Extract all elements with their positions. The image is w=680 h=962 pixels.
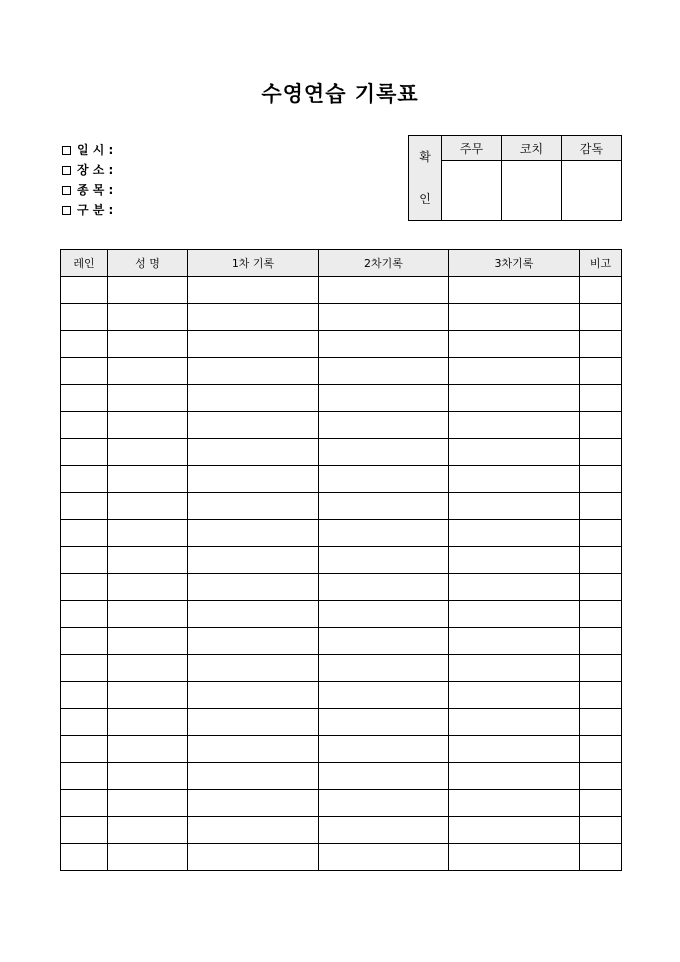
approval-header-director: 감독 xyxy=(562,136,622,161)
record-2-cell[interactable] xyxy=(319,763,449,790)
table-row xyxy=(61,547,622,574)
remarks-cell[interactable] xyxy=(580,358,622,385)
header-name: 성 명 xyxy=(108,250,188,277)
record-2-cell[interactable] xyxy=(319,682,449,709)
lane-cell[interactable] xyxy=(61,574,108,601)
record-2-cell[interactable] xyxy=(319,466,449,493)
table-row xyxy=(61,601,622,628)
record-3-cell[interactable] xyxy=(449,817,580,844)
record-2-cell[interactable] xyxy=(319,385,449,412)
remarks-cell[interactable] xyxy=(580,790,622,817)
record-2-cell[interactable] xyxy=(319,817,449,844)
records-table xyxy=(60,249,622,871)
record-1-cell[interactable] xyxy=(188,493,319,520)
checkbox-icon xyxy=(62,186,71,195)
record-2-cell[interactable] xyxy=(319,736,449,763)
remarks-cell[interactable] xyxy=(580,736,622,763)
record-2-cell[interactable] xyxy=(319,520,449,547)
lane-cell[interactable] xyxy=(61,601,108,628)
approval-header-manager: 주무 xyxy=(442,136,502,161)
name-cell[interactable] xyxy=(108,574,188,601)
name-cell[interactable] xyxy=(108,736,188,763)
record-2-cell[interactable] xyxy=(319,493,449,520)
info-label-date: 일 시 : xyxy=(77,143,114,157)
table-row xyxy=(61,655,622,682)
lane-cell[interactable] xyxy=(61,763,108,790)
record-1-cell[interactable] xyxy=(188,574,319,601)
record-2-cell[interactable] xyxy=(319,574,449,601)
table-row xyxy=(61,790,622,817)
name-cell[interactable] xyxy=(108,385,188,412)
record-1-cell[interactable] xyxy=(188,277,319,304)
table-row xyxy=(61,466,622,493)
table-row xyxy=(61,817,622,844)
approval-table xyxy=(408,135,622,221)
record-2-cell[interactable] xyxy=(319,358,449,385)
name-cell[interactable] xyxy=(108,709,188,736)
table-row xyxy=(61,331,622,358)
info-label-place: 장 소 : xyxy=(77,163,114,177)
record-1-cell[interactable] xyxy=(188,736,319,763)
remarks-cell[interactable] xyxy=(580,412,622,439)
lane-cell[interactable] xyxy=(61,358,108,385)
record-3-cell[interactable] xyxy=(449,547,580,574)
lane-cell[interactable] xyxy=(61,493,108,520)
record-2-cell[interactable] xyxy=(319,844,449,871)
approval-sign-manager[interactable] xyxy=(442,161,502,221)
info-row-event xyxy=(62,180,113,200)
table-row xyxy=(61,520,622,547)
info-row-category xyxy=(62,200,113,220)
lane-cell[interactable] xyxy=(61,277,108,304)
record-2-cell[interactable] xyxy=(319,304,449,331)
approval-side-label xyxy=(409,136,442,221)
record-1-cell[interactable] xyxy=(188,817,319,844)
approval-header-coach: 코치 xyxy=(502,136,562,161)
document-title: 수영연습 기록표 xyxy=(261,81,419,106)
table-row xyxy=(61,682,622,709)
lane-cell[interactable] xyxy=(61,547,108,574)
remarks-cell[interactable] xyxy=(580,385,622,412)
record-2-cell[interactable] xyxy=(319,790,449,817)
remarks-cell[interactable] xyxy=(580,277,622,304)
record-1-cell[interactable] xyxy=(188,547,319,574)
record-3-cell[interactable] xyxy=(449,466,580,493)
table-row xyxy=(61,412,622,439)
record-1-cell[interactable] xyxy=(188,844,319,871)
table-row xyxy=(61,439,622,466)
info-row-date xyxy=(62,140,113,160)
record-1-cell[interactable] xyxy=(188,763,319,790)
table-row xyxy=(61,304,622,331)
header-remarks: 비고 xyxy=(580,250,622,277)
info-fields xyxy=(62,140,113,220)
lane-cell[interactable] xyxy=(61,655,108,682)
record-1-cell[interactable] xyxy=(188,466,319,493)
record-2-cell[interactable] xyxy=(319,277,449,304)
record-1-cell[interactable] xyxy=(188,331,319,358)
remarks-cell[interactable] xyxy=(580,331,622,358)
record-3-cell[interactable] xyxy=(449,790,580,817)
table-row xyxy=(61,709,622,736)
name-cell[interactable] xyxy=(108,466,188,493)
record-3-cell[interactable] xyxy=(449,655,580,682)
info-label-event: 종 목 : xyxy=(77,183,114,197)
record-2-cell[interactable] xyxy=(319,601,449,628)
table-row xyxy=(61,493,622,520)
record-1-cell[interactable] xyxy=(188,628,319,655)
record-1-cell[interactable] xyxy=(188,439,319,466)
name-cell[interactable] xyxy=(108,547,188,574)
record-3-cell[interactable] xyxy=(449,844,580,871)
record-3-cell[interactable] xyxy=(449,277,580,304)
lane-cell[interactable] xyxy=(61,304,108,331)
lane-cell[interactable] xyxy=(61,817,108,844)
lane-cell[interactable] xyxy=(61,709,108,736)
table-row xyxy=(61,385,622,412)
records-header-row xyxy=(61,250,622,277)
record-1-cell[interactable] xyxy=(188,304,319,331)
record-1-cell[interactable] xyxy=(188,601,319,628)
record-3-cell[interactable] xyxy=(449,331,580,358)
remarks-cell[interactable] xyxy=(580,817,622,844)
name-cell[interactable] xyxy=(108,493,188,520)
table-row xyxy=(61,763,622,790)
record-3-cell[interactable] xyxy=(449,520,580,547)
remarks-cell[interactable] xyxy=(580,655,622,682)
remarks-cell[interactable] xyxy=(580,601,622,628)
record-3-cell[interactable] xyxy=(449,682,580,709)
record-3-cell[interactable] xyxy=(449,628,580,655)
name-cell[interactable] xyxy=(108,790,188,817)
lane-cell[interactable] xyxy=(61,790,108,817)
record-1-cell[interactable] xyxy=(188,358,319,385)
lane-cell[interactable] xyxy=(61,682,108,709)
record-3-cell[interactable] xyxy=(449,493,580,520)
record-2-cell[interactable] xyxy=(319,547,449,574)
record-3-cell[interactable] xyxy=(449,709,580,736)
approval-sign-director[interactable] xyxy=(562,161,622,221)
lane-cell[interactable] xyxy=(61,331,108,358)
remarks-cell[interactable] xyxy=(580,547,622,574)
approval-sign-coach[interactable] xyxy=(502,161,562,221)
name-cell[interactable] xyxy=(108,520,188,547)
name-cell[interactable] xyxy=(108,817,188,844)
name-cell[interactable] xyxy=(108,844,188,871)
table-row xyxy=(61,736,622,763)
lane-cell[interactable] xyxy=(61,628,108,655)
checkbox-icon xyxy=(62,206,71,215)
name-cell[interactable] xyxy=(108,358,188,385)
remarks-cell[interactable] xyxy=(580,439,622,466)
record-3-cell[interactable] xyxy=(449,574,580,601)
header-record-2: 2차기록 xyxy=(319,250,449,277)
info-row-place xyxy=(62,160,113,180)
table-row xyxy=(61,358,622,385)
name-cell[interactable] xyxy=(108,439,188,466)
record-2-cell[interactable] xyxy=(319,628,449,655)
remarks-cell[interactable] xyxy=(580,493,622,520)
record-3-cell[interactable] xyxy=(449,736,580,763)
record-2-cell[interactable] xyxy=(319,331,449,358)
lane-cell[interactable] xyxy=(61,385,108,412)
remarks-cell[interactable] xyxy=(580,682,622,709)
remarks-cell[interactable] xyxy=(580,304,622,331)
record-2-cell[interactable] xyxy=(319,412,449,439)
header-record-1: 1차 기록 xyxy=(188,250,319,277)
lane-cell[interactable] xyxy=(61,520,108,547)
record-3-cell[interactable] xyxy=(449,358,580,385)
record-3-cell[interactable] xyxy=(449,439,580,466)
name-cell[interactable] xyxy=(108,277,188,304)
lane-cell[interactable] xyxy=(61,736,108,763)
record-3-cell[interactable] xyxy=(449,601,580,628)
record-1-cell[interactable] xyxy=(188,790,319,817)
lane-cell[interactable] xyxy=(61,412,108,439)
checkbox-icon xyxy=(62,166,71,175)
record-1-cell[interactable] xyxy=(188,412,319,439)
name-cell[interactable] xyxy=(108,331,188,358)
table-row xyxy=(61,277,622,304)
name-cell[interactable] xyxy=(108,682,188,709)
record-1-cell[interactable] xyxy=(188,385,319,412)
lane-cell[interactable] xyxy=(61,844,108,871)
records-body xyxy=(61,277,622,871)
approval-side-bottom: 인 xyxy=(419,192,431,206)
record-3-cell[interactable] xyxy=(449,304,580,331)
table-row xyxy=(61,844,622,871)
lane-cell[interactable] xyxy=(61,466,108,493)
remarks-cell[interactable] xyxy=(580,574,622,601)
table-row xyxy=(61,628,622,655)
remarks-cell[interactable] xyxy=(580,628,622,655)
header-lane: 레인 xyxy=(61,250,108,277)
checkbox-icon xyxy=(62,146,71,155)
name-cell[interactable] xyxy=(108,601,188,628)
table-row xyxy=(61,574,622,601)
name-cell[interactable] xyxy=(108,655,188,682)
lane-cell[interactable] xyxy=(61,439,108,466)
remarks-cell[interactable] xyxy=(580,763,622,790)
info-label-category: 구 분 : xyxy=(77,203,114,217)
record-3-cell[interactable] xyxy=(449,385,580,412)
name-cell[interactable] xyxy=(108,628,188,655)
remarks-cell[interactable] xyxy=(580,466,622,493)
record-2-cell[interactable] xyxy=(319,709,449,736)
remarks-cell[interactable] xyxy=(580,709,622,736)
remarks-cell[interactable] xyxy=(580,844,622,871)
name-cell[interactable] xyxy=(108,304,188,331)
record-3-cell[interactable] xyxy=(449,763,580,790)
record-1-cell[interactable] xyxy=(188,655,319,682)
remarks-cell[interactable] xyxy=(580,520,622,547)
record-2-cell[interactable] xyxy=(319,439,449,466)
name-cell[interactable] xyxy=(108,763,188,790)
record-2-cell[interactable] xyxy=(319,655,449,682)
record-1-cell[interactable] xyxy=(188,520,319,547)
record-1-cell[interactable] xyxy=(188,682,319,709)
name-cell[interactable] xyxy=(108,412,188,439)
approval-side-top: 확 xyxy=(419,150,431,164)
record-3-cell[interactable] xyxy=(449,412,580,439)
header-record-3: 3차기록 xyxy=(449,250,580,277)
record-1-cell[interactable] xyxy=(188,709,319,736)
